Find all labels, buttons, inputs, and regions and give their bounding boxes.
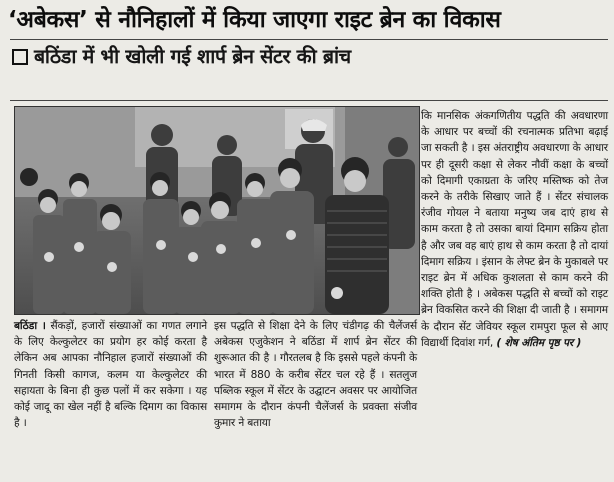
article-headline: ‘अबेकस’ से नौनिहालों में किया जाएगा राइट ब्रेन का विकास [8, 7, 501, 33]
group-photo-illustration [15, 107, 419, 314]
headline-rule [10, 39, 608, 40]
article-subheadline [12, 43, 608, 71]
article-photo [14, 106, 420, 315]
column-middle-text: इस पद्धति से शिक्षा देने के लिए चंडीगढ़ की चैलेंजर्स अबेकस एजुकेशन ने बठिंडा में शार्प ब्रेन सेंटर की शुरूआत की है । गौरतलब है कि इससे पहले कंपनी के भारत में 880 के करीब सेंटर चल रहे हैं । सतलुज पब्लिक स्कूल में सेंटर के उद्घाटन अवसर पर आयोजित समागम के दौरान कंपनी चैलेंजर्स के प्रवक्ता संजीव कुमार ने बताया [214, 320, 417, 430]
column-right-text: कि मानसिक अंकगणितीय पद्धति की अवधारणा के आधार पर बच्चों की रचनात्मक प्रतिभा बढ़ाई जा सकती है । इस अंतराष्ट्रीय अवधारणा के आधार पर ही दूसरी कक्षा से लेकर नौवीं कक्षा के बच्चों को दिमागी एकाग्रता के जरिए मस्तिष्क को तेज करने के तरीके सिखाए जाते हैं । सेंटर संचालक रंजीव गोयल ने बताया मनुष्य जब दाएं हाथ से काम करता है तो उसका बायां दिमाग सक्रिय होता है और जब वह बाएं हाथ से काम करता है तो दायां दिमाग सक्रिय । इंसान के लेफ्ट ब्रेन के मुकाबले पर राइट ब्रेन में अधिक कुशलता से काम करने की शक्ति होती है । अबेकस पद्धति से बच्चों को राइट ब्रेन विकसित करने की शिक्षा दी जाती है । समागम के दौरान सेंट जेवियर स्कूल रामपुरा फूल से आए विद्यार्थी दिवांश गर्ग, [421, 110, 608, 349]
bullet-square-icon [12, 49, 28, 65]
dateline: बठिंडा । [14, 320, 46, 332]
column-left-text: सैंकड़ों, हजारों संख्याओं का गणत लगाने के लिए केल्कुलेटर का प्रयोग हर कोई करता है लेकिन अब आपका नौनिहाल हजारों संख्याओं की गिनती किसी कागज, कलम या केल्कुलेटर की सहायता के बिना ही कुछ पलों में कर सकेगा । यह कोई जादू का खेल नहीं है बल्कि दिमाग का विकास है । [14, 320, 208, 430]
continued-note: ( शेष अंतिम पृष्ठ पर ) [496, 336, 582, 349]
article-column-middle [214, 318, 417, 431]
article-column-left [14, 318, 207, 431]
subheadline-text: बठिंडा में भी खोली गई शार्प ब्रेन सेंटर की ब्रांच [34, 45, 351, 68]
article-column-right [421, 108, 608, 351]
subheadline-rule [10, 100, 608, 101]
